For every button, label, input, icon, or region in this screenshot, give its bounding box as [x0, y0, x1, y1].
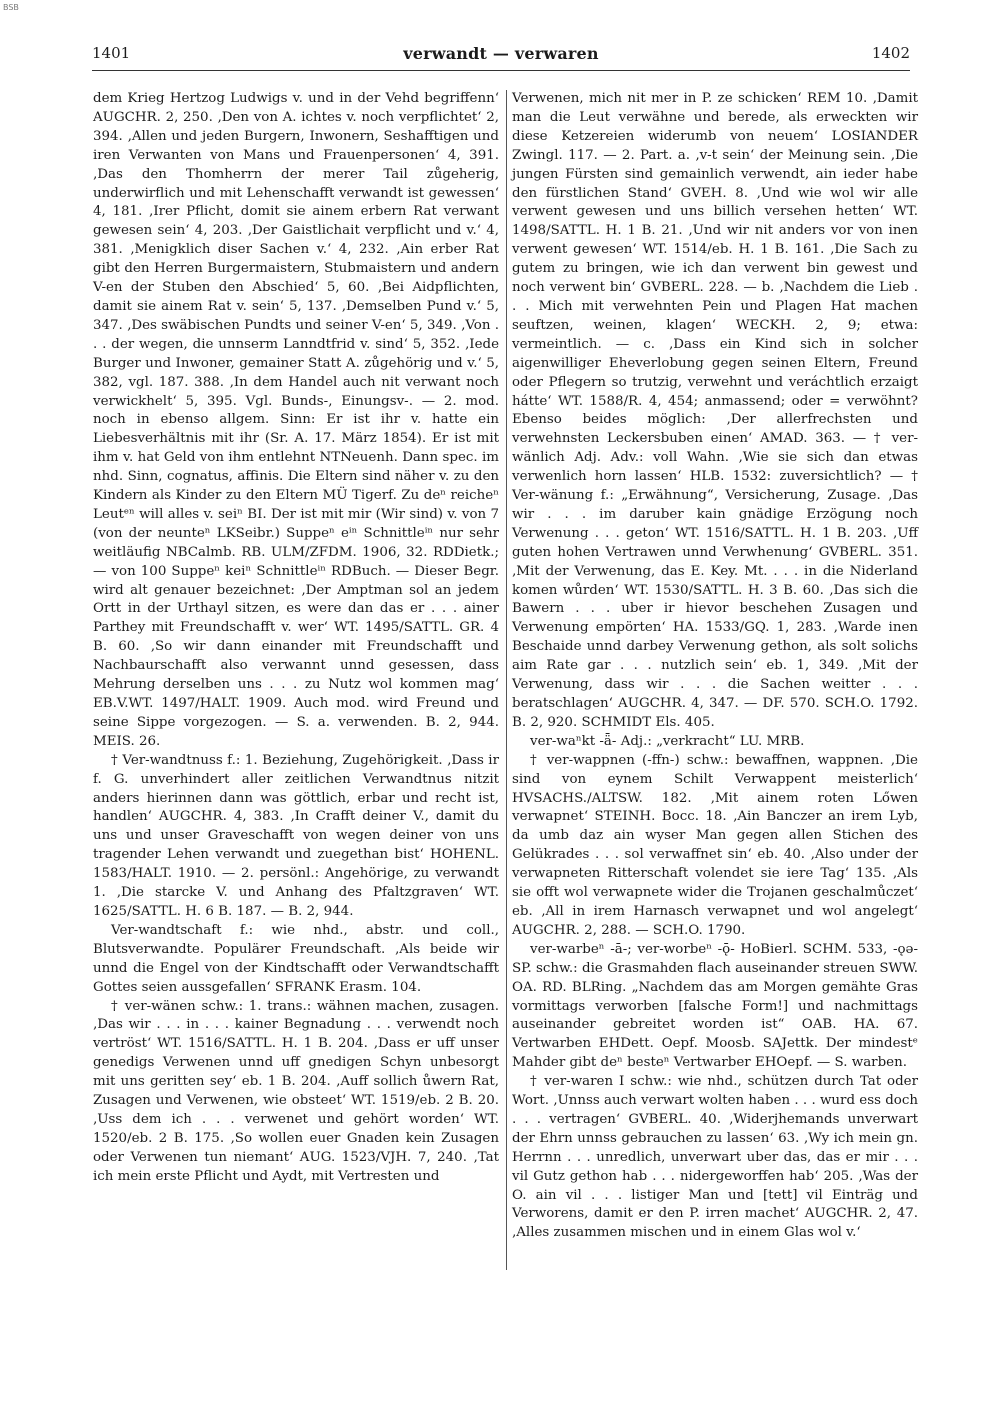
- running-title: verwandt — verwaren: [403, 44, 599, 63]
- library-stamp: BSB: [3, 3, 19, 12]
- column-divider: [506, 90, 507, 1270]
- entry-verwankt: ver-waⁿkt -ǟ- Adj.: „verkracht“ LU. MRB.: [530, 733, 805, 749]
- page-number-left: 1401: [92, 44, 131, 62]
- entry-verwandtschaft: Ver-wandtschaft f.: wie nhd., abstr. und coll., Blutsverwandte. Populärer Freundschaft. ‚Als beide wir unnd die Engel von der Kindtschafft oder Verwandtschafft Gottes seien aussgefallen‘ SFRANK Erasm. 104.: [93, 922, 499, 995]
- entry-verwarben: ver-warbeⁿ -ā-; ver-worbeⁿ -ǭ- HoBierl. SCHM. 533, -ǫə- SP. schw.: die Grasmahden flach auseinander streuen SWW. OA. RD. BLRing. „Nachdem das am Morgen gemähte Gras vormittags verworben [falsche Form!] und nachmittags auseinander gebreitet worden ist“ OAB. HA. 67. Vertwarben EHDett. Oepf. Moosb. SAJettk. Der mindestᵉ Mahder gibt deⁿ besteⁿ Vertwarber EHOepf. — S. warben.: [512, 941, 918, 1071]
- entry-verwandtnuss: † Ver-wandtnuss f.: 1. Beziehung, Zugehörigkeit. ‚Dass ir f. G. unverhindert aller zeitlichen Verwandtnus nitzit anders hierinnen dann was göttlich, erbar und recht ist, handlen‘ AUGCHR. 4, 383. ‚In Crafft deiner V., damit du uns und unser Graveschafft von wegen deiner von uns tragender Lehen verwandt und zuegethan bist‘ HOHENL. 1583/HALT. 1910. — 2. persönl.: Angehörige, zu verwandt 1. ‚Die starcke V. und Anhang des Pfaltzgraven‘ WT. 1625/SATTL. H. 6 B. 187. — B. 2, 944.: [93, 752, 499, 919]
- right-column: [512, 90, 918, 1243]
- entry-verwandt-continued: dem Krieg Hertzog Ludwigs v. und in der Vehd begriffenn‘ AUGCHR. 2, 250. ‚Den von A. ichtes v. noch verpflichtet‘ 2, 394. ‚Allen und jeden Burgern, Inwonern, Seshafftigen und iren Verwanten von Mans und Frauenpersonen‘ 4, 391. ‚Das den Thomherrn der merer Tail zůgeherig, underwirflich und mit Lehenschafft verwandt ist gewessen‘ 4, 181. ‚Irer Pflicht, domit sie ainem erbern Rat verwant gewesen sein‘ 4, 203. ‚Der Gaistlichait verpflicht und v.‘ 4, 381. ‚Menigklich diser Sachen v.‘ 4, 232. ‚Ain erber Rat gibt den Herren Burgermaistern, Stubmaistern und andern V-en der Stuben den Abschied‘ 5, 60. ‚Bei Aidpflichten, damit sie ainem Rat v. sein‘ 5, 137. ‚Demselben Pund v.‘ 5, 347. ‚Des swäbischen Pundts und seiner V-en‘ 5, 349. ‚Von . . . der wegen, die unnserm Lanndtfrid v. sind‘ 5, 352. ‚Iede Burger und Inwoner, gemainer Statt A. zůgehörig und v.‘ 5, 382, vgl. 187. 388. ‚In dem Handel auch nit verwant noch verwickhelt‘ 5, 395. Vgl. Bunds-, Einungsv-. — 2. mod. noch in ebenso allgem. Sinn: Er ist ihr v. hatte ein Liebesverhältnis mit ihr (Sr. A. 17. März 1854). Er ist mit ihm v. hat Geld von ihm entlehnt NTNeuenh. Dann spec. im nhd. Sinn, cognatus, affinis. Die Eltern sind näher v. zu den Kindern als Kinder zu den Eltern MÜ Tigerf. Zu deⁿ reicheⁿ Leutᵉⁿ will alles v. seiⁿ BI. Der ist mit mir (Wir sind) v. von 7 (von der neunteⁿ LKSeibr.) Suppeⁿ eⁱⁿ Schnittleⁱⁿ nur sehr weitläufig NBCalmb. RB. ULM/ZFDM. 1906, 32. RDDietk.; — von 100 Suppeⁿ keiⁿ Schnittleⁱⁿ RDBuch. — Dieser Begr. wird alt genauer bezeichnet: ‚Der Amptman sol an jedem Ortt in der Urthayl sitzen, es were dan das er . . . ainer Parthey mit Freundschafft v. wer‘ WT. 1495/SATTL. GR. 4 B. 60. ‚So wir dann einander mit Freundschafft und Nachbaurschafft also verwannt unnd gesessen, dass Mehrung derselben uns . . . zu Nutz wol kommen mag‘ EB.V.WT. 1497/HALT. 1909. Auch mod. wird Freund und seine Sippe vorgezogen. — S. a. verwenden. B. 2, 944. MEIS. 26.: [93, 91, 499, 749]
- left-column: [93, 90, 499, 1187]
- entry-verwappnen: † ver-wappnen (-ffn-) schw.: bewaffnen, wappnen. ‚Die sind von eynem Schilt Verwappent meisterlich‘ HVSACHS./ALTSW. 182. ‚Mit ainem roten Lőwen verwapnet‘ STEINH. Bocc. 18. ‚Ain Banczer an irem Lyb, da umb daz ain wyser Man gegen allen Stichen des Gelükrades . . . sol verwaffnet sin‘ eb. 40. ‚Also under der verwapneten Ritterschaft volendet sie iere Tag‘ 135. ‚Als sie offt wol verwapnete wider die Trojanen geschalmůczet‘ eb. ‚All in irem Harnasch verwapnet und wol angelegt‘ AUGCHR. 2, 288. — SCH.O. 1790.: [512, 752, 918, 938]
- page-number-right: 1402: [871, 44, 910, 62]
- header-rule: [92, 70, 910, 71]
- entry-verwaenen-continued: Verwenen, mich nit mer in P. ze schicken‘ REM 10. ‚Damit man die Leut verwähne und berede, als erweckten wir diese Ketzereien widerumb von neuem‘ LOSIANDER Zwingl. 117. — 2. Part. a. ‚v-t sein‘ der Meinung sein. ‚Die jungen Fürsten sind gemainlich verwendt, ain ieder habe den fürstlichen Stand‘ GVEH. 8. ‚Und wie wol wir alle verwent gewesen und uns billich versehen hetten‘ WT. 1498/SATTL. H. 1 B. 21. ‚Und wir nit anders vor von inen verwent gewesen‘ WT. 1514/eb. H. 1 B. 161. ‚Die Sach zu gutem zu bringen, wie ich dan verwent bin gewest und noch verwent bin‘ GVBERL. 228. — b. ‚Nachdem die Lieb . . . Mich mit verwehnten Pein und Plagen Hat machen seuftzen, weinen, klagen‘ WECKH. 2, 9; etwa: vermeintlich. — c. ‚Dass ein Kind sich in solcher aigenwilliger Eheverlobung gegen seinen Eltern, Freund oder Pflegern so trutzig, verwehnt und veráchtlich erzaigt hátte‘ WT. 1588/R. 4, 454; anmassend; oder = verwöhnt? Ebenso beides möglich: ‚Der allerfrechsten und verwehnsten Leckersbuben einen‘ AMAD. 363. — † ver-wänlich Adj. Adv.: voll Wahn. ‚Wie sie sich dan etwas verwenlich horn lassen‘ HLB. 1532: zuversichtlich? — † Ver-wänung f.: „Erwähnung“, Versicherung, Zusage. ‚Das wir . . . im daruber kain gnädige Erzögung noch Verwenung . . . geton‘ WT. 1516/SATTL. H. 1 B. 203. ‚Uff guten hohen Vertrawen unnd Verwhenung‘ GVBERL. 351. ‚Mit der Verwenung, das E. Key. Mt. . . . in die Niderland komen wůrden‘ WT. 1530/SATTL. H. 3 B. 60. ‚Das sich die Bawern . . . uber ir hievor beschehen Zusagen und Verwenung empörten‘ HA. 1533/GQ. 1, 283. ‚Warde inen Beschaide unnd darbey Verwenung gethon, als solt solichs aim Rate gar . . . nutzlich sein‘ eb. 1, 349. ‚Mit der Verwenung, dass wir . . . die Sachen weitter . . . beratschlagen‘ AUGCHR. 4, 347. — DF. 570. SCH.O. 1792. B. 2, 920. SCHMIDT Els. 405.: [512, 91, 918, 730]
- entry-verwaren: † ver-waren I schw.: wie nhd., schützen durch Tat oder Wort. ‚Unnss auch verwart wolten haben . . . wurd ess doch . . . vertragen‘ GVBERL. 40. ‚Widerjhemands unverwart der Ehrn unnss gebrauchen zu lassen‘ 63. ‚Wy ich mein gn. Herrnn . . . unredlich, unverwart uber das, das er mir . . . vil Gutz gethon hab . . . nidergeworffen hab‘ 205. ‚Was der O. ain vil . . . listiger Man und [tett] vil Einträg und Verworens, damit er den P. irren machet‘ AUGCHR. 2, 47. ‚Alles zusammen mischen und in einem Glas wol v.‘: [512, 1074, 918, 1241]
- running-header: [92, 44, 910, 68]
- entry-verwaenen: † ver-wänen schw.: 1. trans.: wähnen machen, zusagen. ‚Das wir . . . in . . . kainer Begnadung . . . verwendt noch vertröst‘ WT. 1516/SATTL. H. 1 B. 204. ‚Dass er uff unser genedigs Verwenen unnd uff gnedigen Schyn unbesorgt mit uns geritten sey‘ eb. 1 B. 204. ‚Auff sollich ůwern Rat, Zusagen und Verwenen, wie obsteet‘ WT. 1519/eb. 2 B. 20. ‚Uss dem ich . . . verwenet und gehört worden‘ WT. 1520/eb. 2 B. 175. ‚So wollen euer Gnaden kein Zusagen oder Verwenen tun niemant‘ AUG. 1523/VJH. 7, 240. ‚Tat ich mein erste Pflicht und Aydt, mit Vertresten und: [93, 998, 499, 1184]
